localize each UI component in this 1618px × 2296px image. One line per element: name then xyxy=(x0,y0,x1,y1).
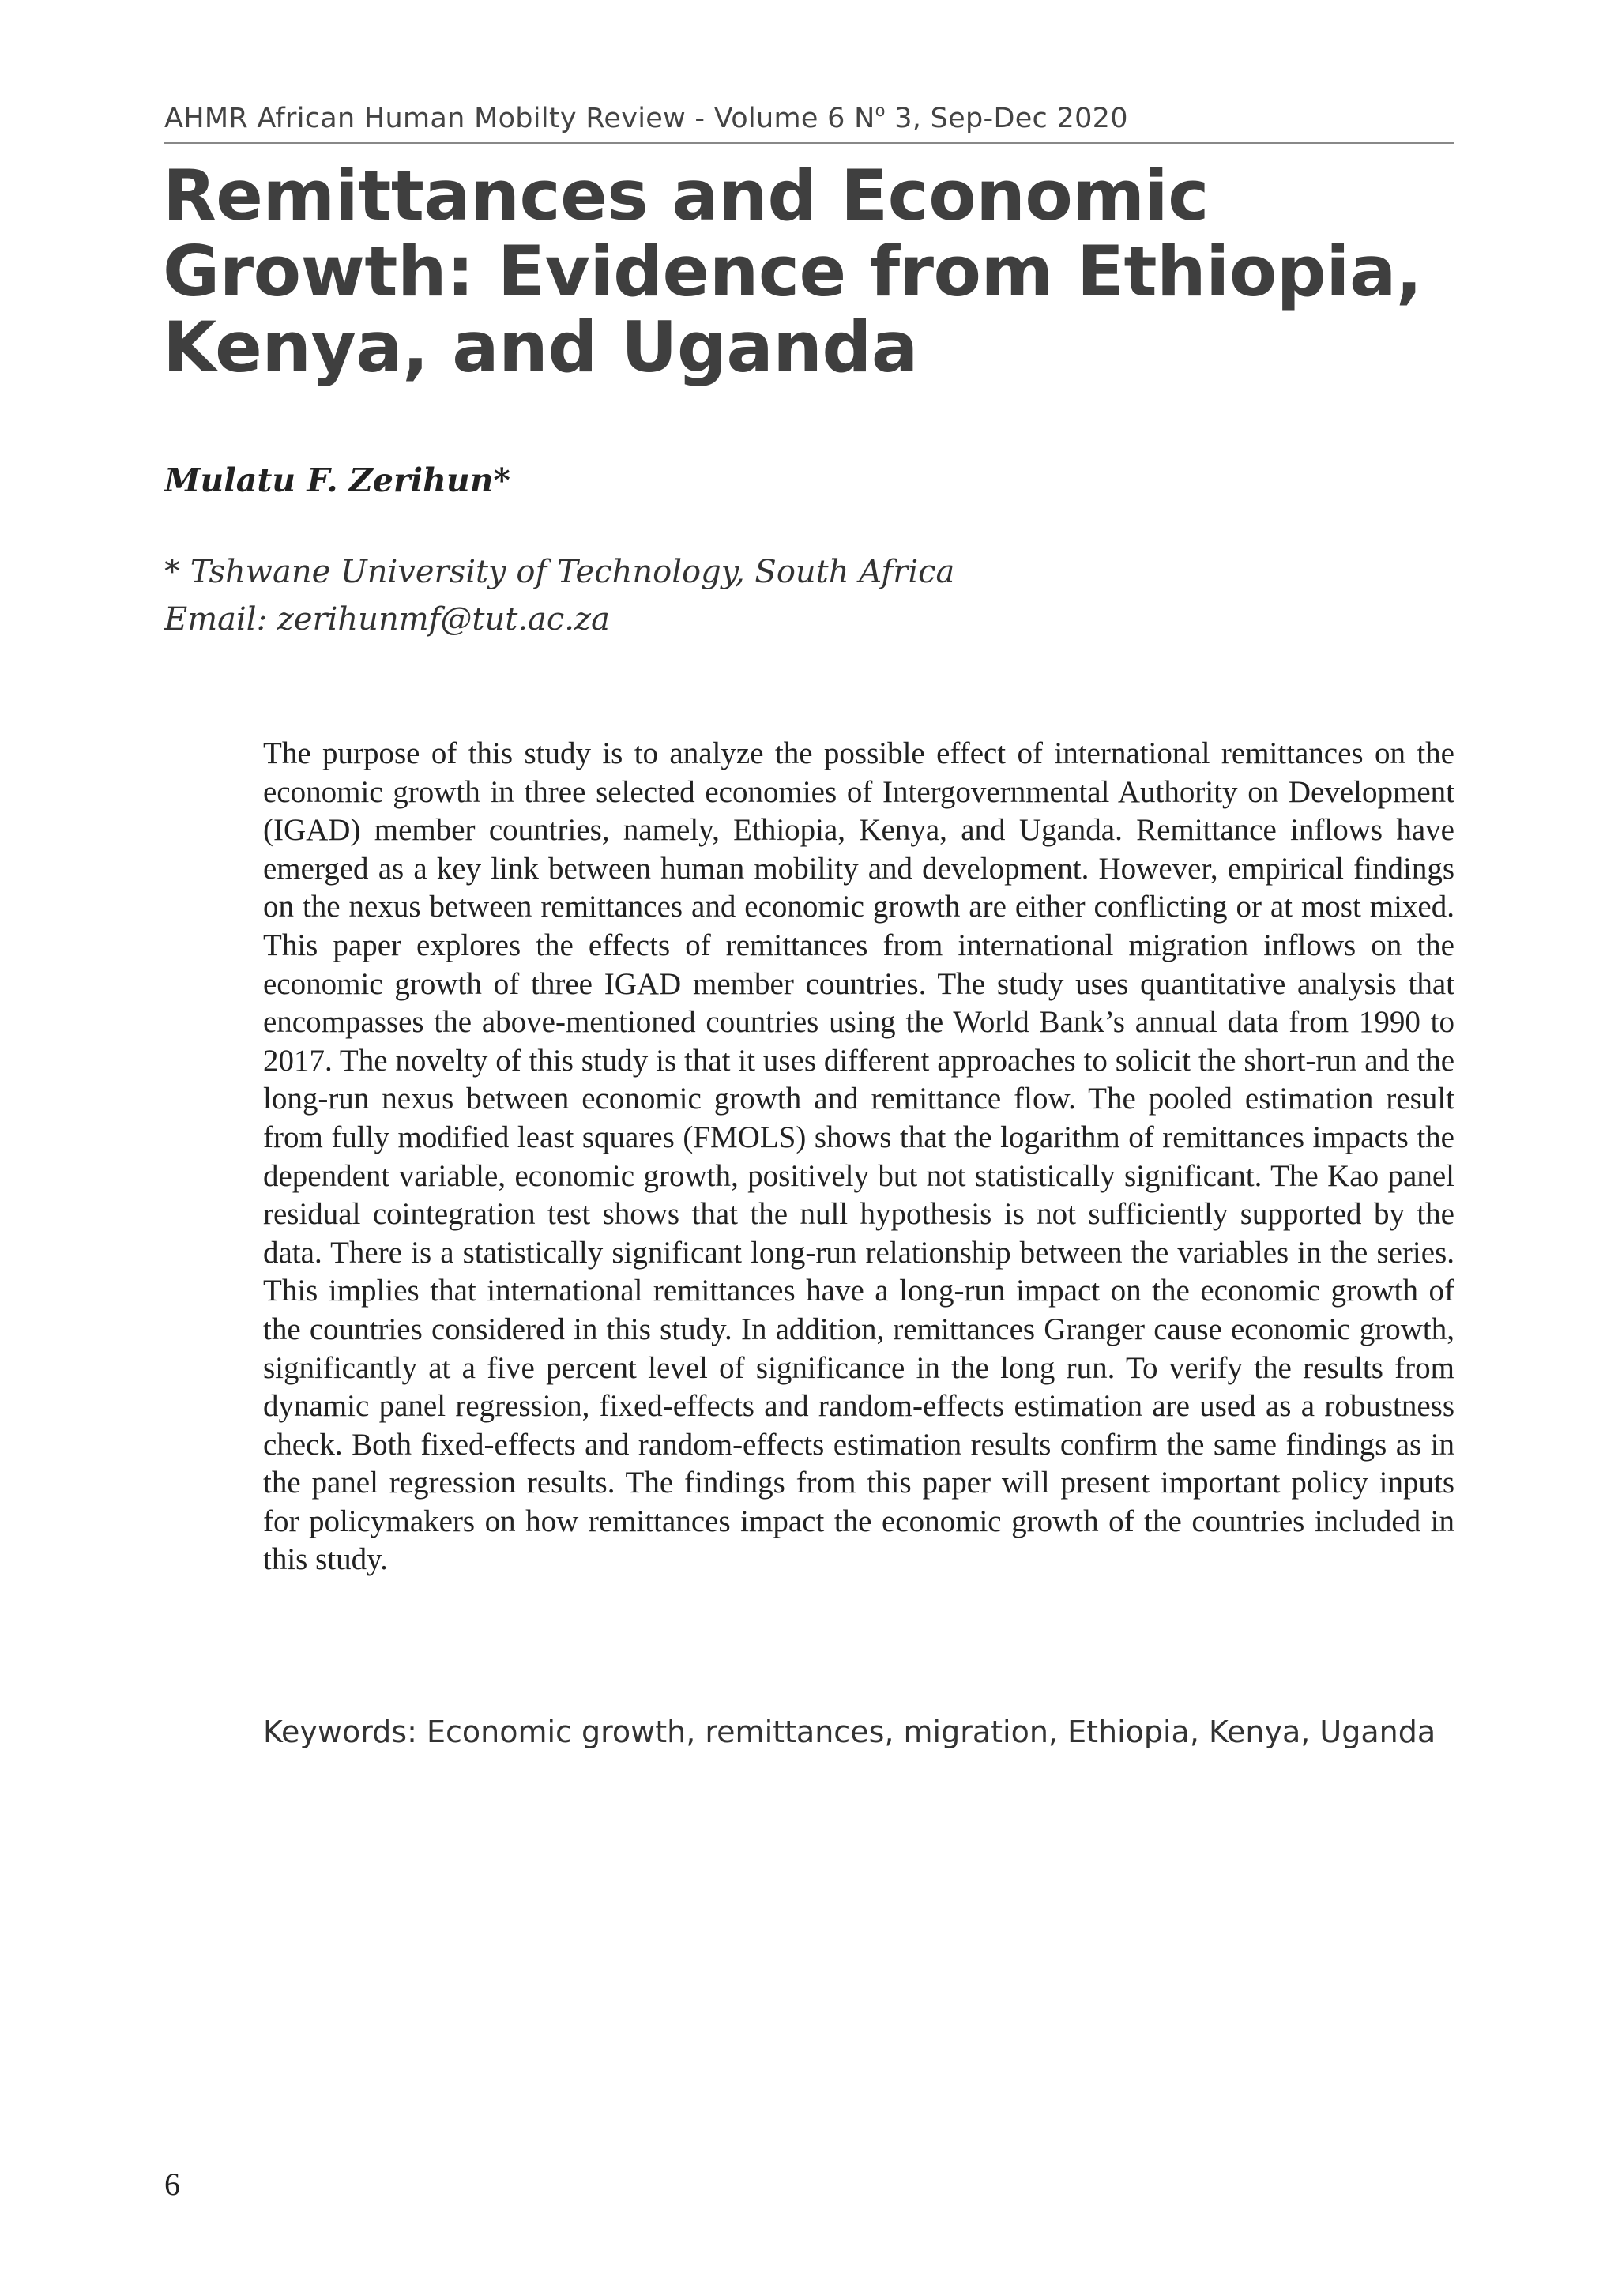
author-name: Mulatu F. Zerihun* xyxy=(164,461,510,499)
issue-info: 3, Sep-Dec 2020 xyxy=(885,103,1128,134)
author-affiliation: * Tshwane University of Technology, South Africa xyxy=(164,554,955,590)
number-mark: o xyxy=(875,101,886,120)
keywords-line: Keywords: Economic growth, remittances, migration, Ethiopia, Kenya, Uganda xyxy=(263,1714,1436,1749)
running-header xyxy=(164,100,1454,137)
author-email: Email: zerihunmf@tut.ac.za xyxy=(164,601,610,638)
abstract-text: The purpose of this study is to analyze the possible effect of international remittances on the economic growth in three selected economies of Intergovernmental Authority on Development (IGAD) member countries, namely, Ethiopia, Kenya, and Uganda. Remittance inflows have emerged as a key link between human mobility and development. However, empirical findings on the nexus between remittances and economic growth are either conflicting or at most mixed. This paper explores the effects of remittances from international migration inflows on the economic growth of three IGAD member countries. The study uses quantitative analysis that encompasses the above-mentioned countries using the World Bank’s annual data from 1990 to 2017. The novelty of this study is that it uses different approaches to solicit the short-run and the long-run nexus between economic growth and remittance flow. The pooled estimation result from fully modified least squares (FMOLS) shows that the logarithm of remittances impacts the dependent variable, economic growth, positively but not statistically significant. The Kao panel residual cointegration test shows that the null hypothesis is not sufficiently supported by the data. There is a statistically significant long-run relationship between the variables in the series. This implies that international remittances have a long-run impact on the economic growth of the countries considered in this study. In addition, remittances Granger cause economic growth, significantly at a five percent level of significance in the long run. To verify the results from dynamic panel regression, fixed-effects and random-effects estimation are used as a robustness check. Both fixed-effects and random-effects estimation results confirm the same findings as in the panel regression results. The findings from this paper will present important policy inputs for policymakers on how remittances impact the economic growth of the countries included in this study. xyxy=(263,736,1454,1577)
title-line: Growth: Evidence from Ethiopia, xyxy=(163,231,1422,312)
title-line: Kenya, and Uganda xyxy=(163,307,918,388)
title-line: Remittances and Economic xyxy=(163,155,1209,236)
article-title xyxy=(163,155,1506,388)
page-number: 6 xyxy=(164,2166,180,2202)
header-divider xyxy=(164,142,1454,144)
journal-name: AHMR African Human Mobilty Review - Volume 6 N xyxy=(164,103,875,134)
